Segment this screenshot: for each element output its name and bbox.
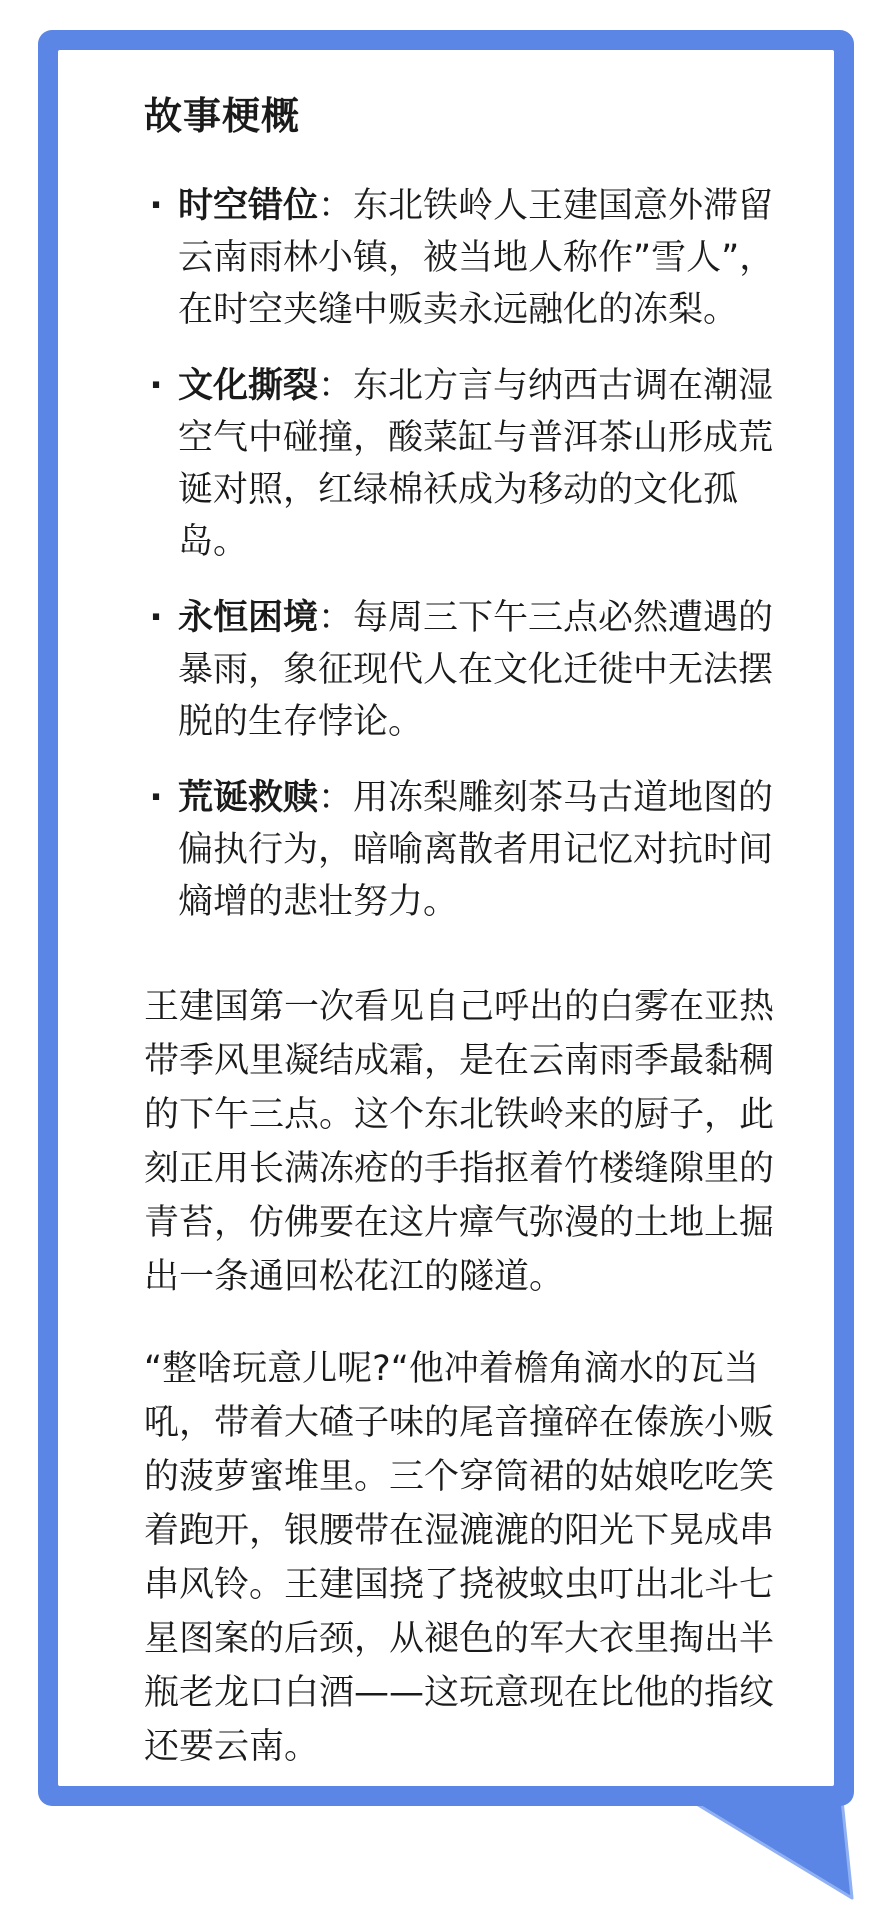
outline-term: 永恒困境	[178, 598, 319, 638]
outline-term: 荒诞救赎	[178, 778, 319, 818]
outline-text: 东北方言与纳西古调在潮湿空气中碰撞，酸菜缸与普洱茶山形成荒诞对照，红绿棉袄成为移动的文化孤岛。	[178, 366, 774, 562]
bullet-icon: ·	[149, 598, 163, 638]
outline-separator: ：	[318, 366, 354, 406]
outline-term: 文化撕裂	[178, 366, 319, 406]
outline-item	[144, 360, 782, 568]
outline-text: 东北铁岭人王建国意外滞留云南雨林小镇，被当地人称作”雪人”，在时空夹缝中贩卖永远融化的冻梨。	[178, 186, 775, 330]
story-outline-list	[144, 180, 782, 928]
outline-separator: ：	[318, 186, 354, 226]
section-title: 故事梗概	[144, 94, 301, 138]
story-paragraph: “整啥玩意儿呢?“他冲着檐角滴水的瓦当吼，带着大碴子味的尾音撞碎在傣族小贩的菠萝蜜堆里。三个穿筒裙的姑娘吃吃笑着跑开，银腰带在湿漉漉的阳光下晃成串串风铃。王建国挠了挠被蚊虫叮出北斗七星图案的后颈，从褪色的军大衣里掏出半瓶老龙口白酒——这玩意现在比他的指纹还要云南。	[144, 1349, 775, 1767]
story-paragraph: 王建国第一次看见自己呼出的白雾在亚热带季风里凝结成霜，是在云南雨季最黏稠的下午三点。这个东北铁岭来的厨子，此刻正用长满冻疮的手指抠着竹楼缝隙里的青苔，仿佛要在这片瘴气弥漫的土地上掘出一条通回松花江的隧道。	[144, 987, 775, 1297]
outline-item	[144, 592, 782, 748]
bullet-icon: ·	[149, 186, 163, 226]
outline-text: 用冻梨雕刻茶马古道地图的偏执行为，暗喻离散者用记忆对抗时间熵增的悲壮努力。	[178, 778, 774, 922]
story-panel	[58, 50, 834, 1786]
outline-item	[144, 180, 782, 336]
speech-bubble-frame	[38, 30, 854, 1806]
outline-separator: ：	[318, 778, 354, 818]
outline-text: 每周三下午三点必然遭遇的暴雨，象征现代人在文化迁徙中无法摆脱的生存悖论。	[178, 598, 774, 742]
bullet-icon: ·	[149, 778, 163, 818]
outline-item	[144, 772, 782, 928]
outline-separator: ：	[318, 598, 354, 638]
outline-term: 时空错位	[178, 186, 319, 226]
bullet-icon: ·	[149, 366, 163, 406]
